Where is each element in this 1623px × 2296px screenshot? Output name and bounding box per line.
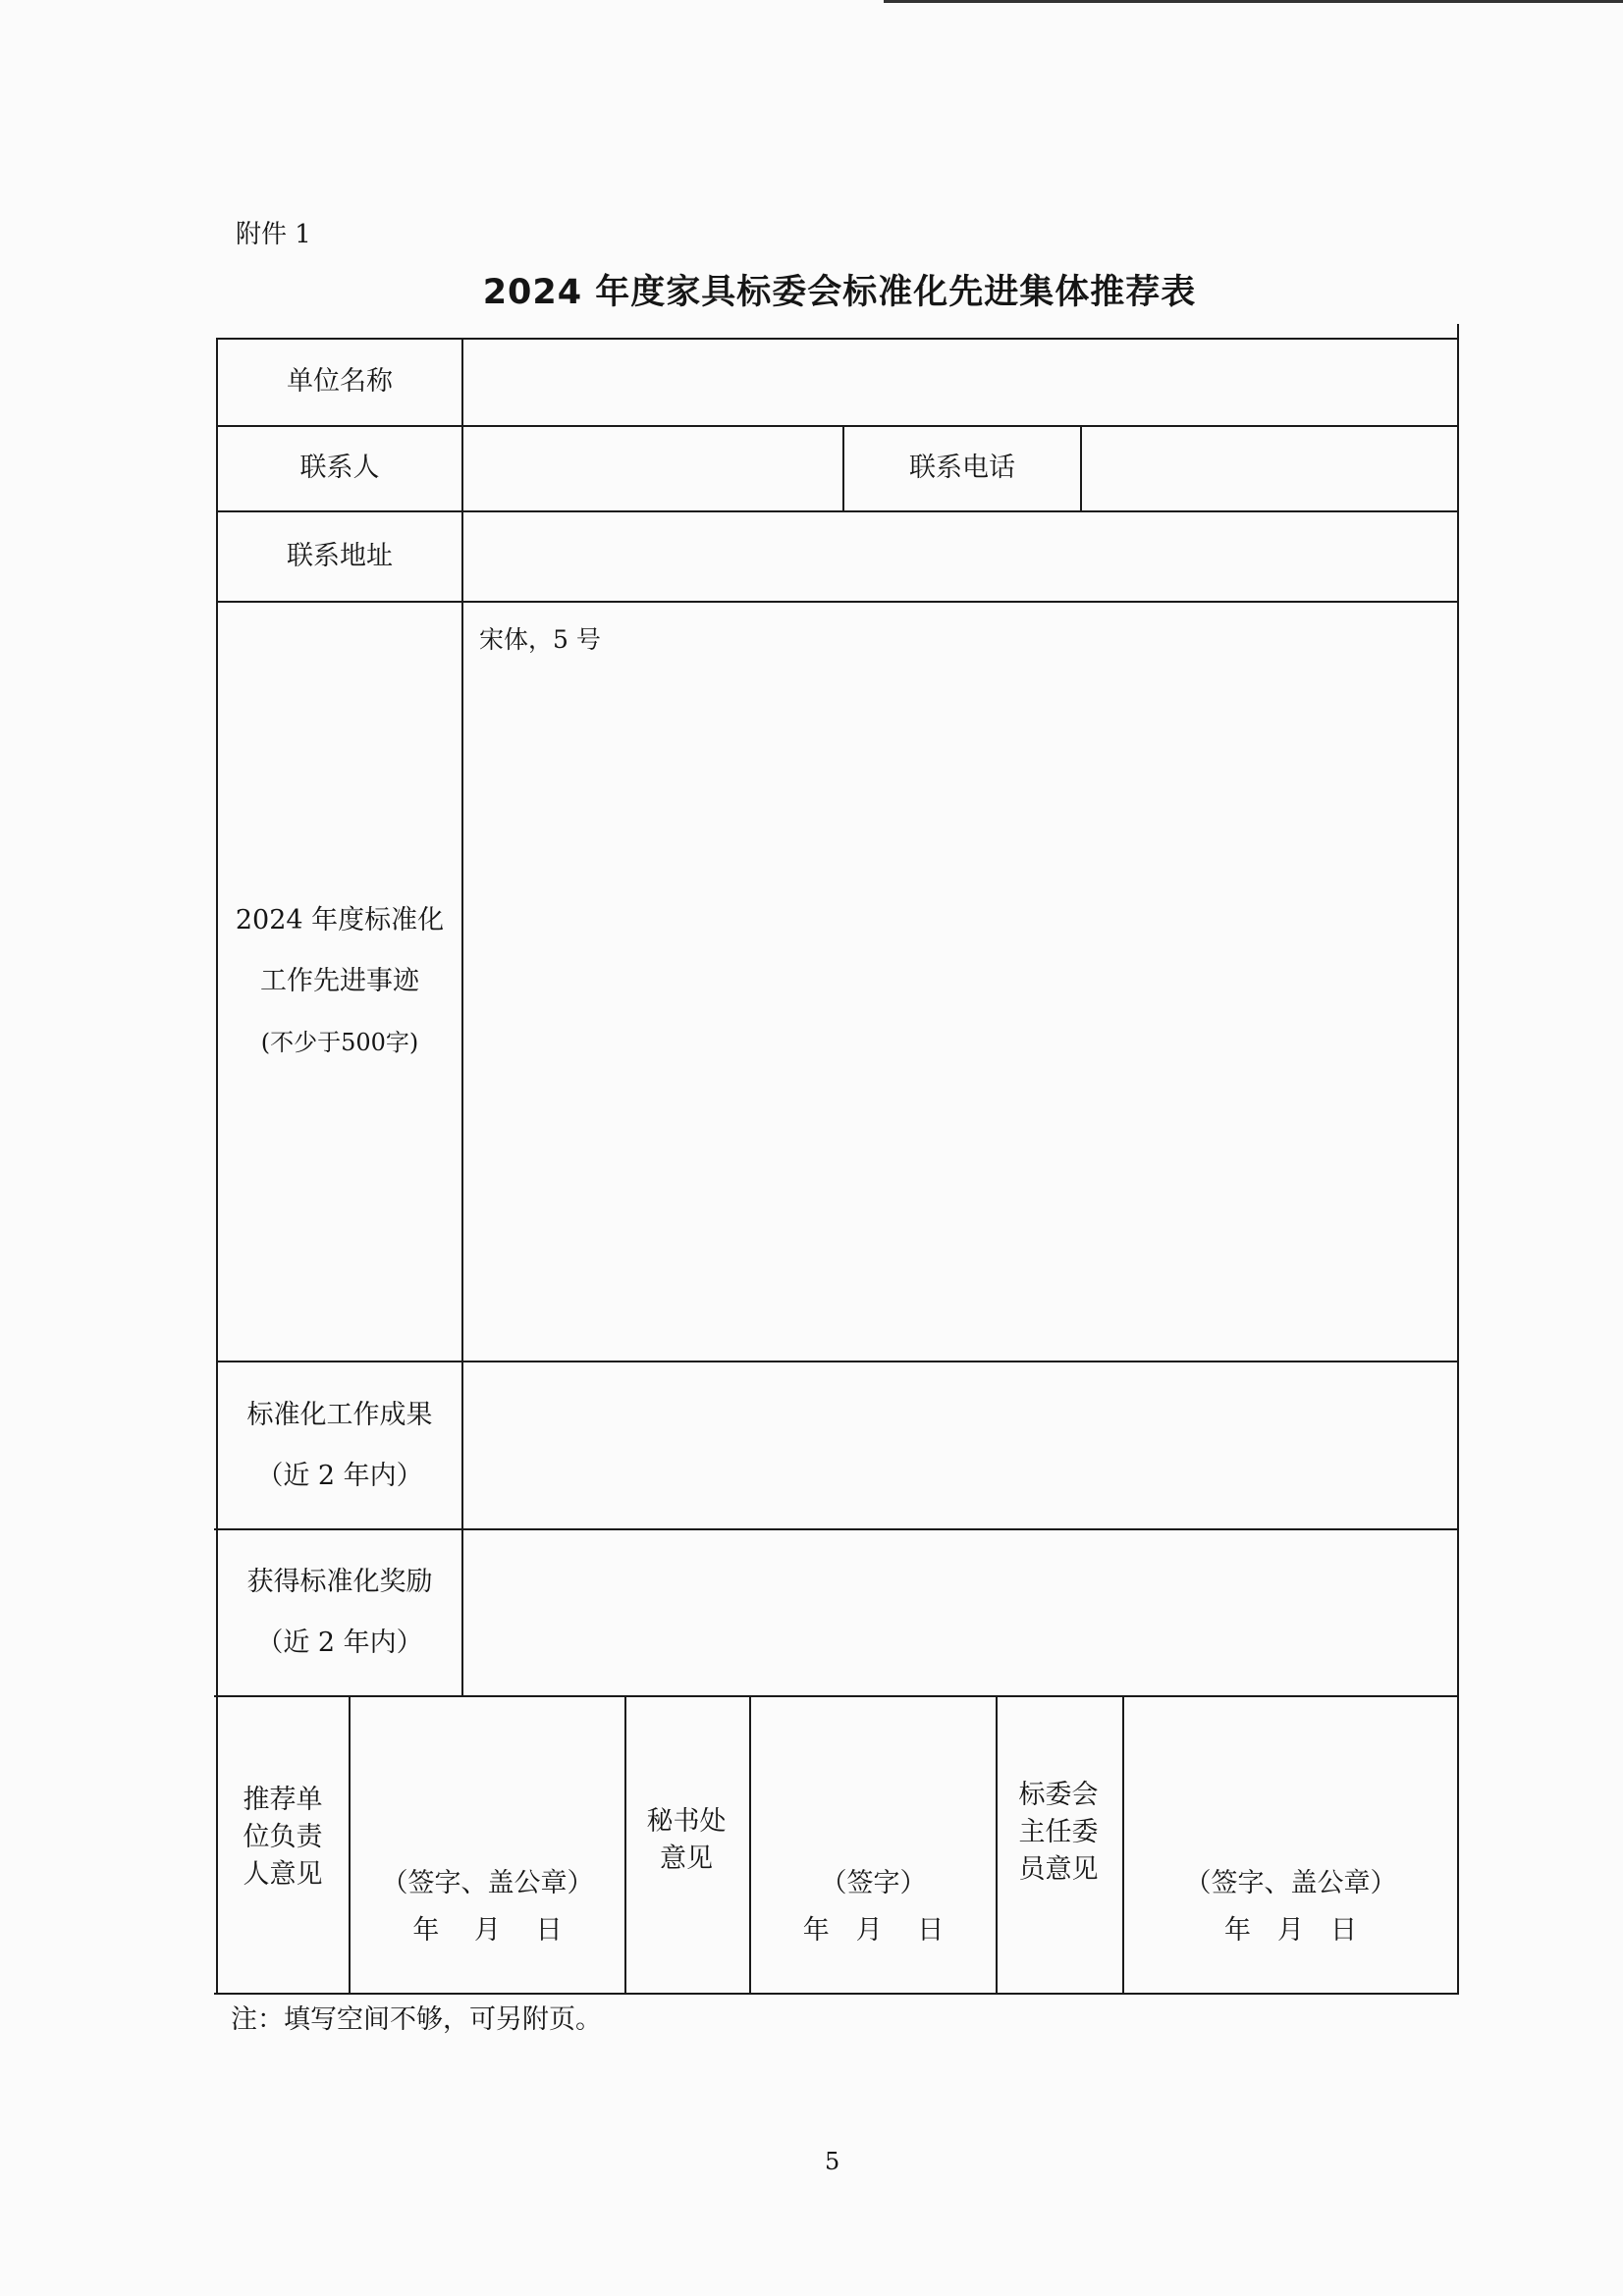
table-divider	[996, 1695, 998, 1993]
awards-label	[218, 1530, 461, 1695]
committee-sign-text: （签字、盖公章）	[1184, 1868, 1397, 1898]
footnote: 注：填写空间不够，可另附页。	[231, 2004, 602, 2035]
committee-date-text: 年 月 日	[1224, 1915, 1357, 1946]
committee-opinion-label: 标委会主任委员意见	[1018, 1780, 1099, 1885]
unit-name-label: 单位名称	[287, 366, 393, 398]
recommender-sign-text: （签字、盖公章）	[381, 1868, 594, 1898]
unit-name-field[interactable]	[463, 340, 1457, 425]
awards-label-line: （近 2 年内）	[256, 1628, 423, 1658]
page-number: 5	[825, 2148, 840, 2175]
contact-person-label: 联系人	[299, 453, 380, 484]
secretariat-sign-text: （签字）	[820, 1868, 927, 1898]
results-label	[218, 1362, 461, 1528]
contact-phone-label: 联系电话	[909, 453, 1015, 484]
attachment-label: 附件 1	[236, 220, 311, 249]
secretariat-opinion-label: 秘书处意见	[646, 1806, 727, 1874]
achievements-label-line: (不少于500字)	[260, 1029, 419, 1056]
achievements-label-line: 工作先进事迹	[260, 966, 419, 996]
table-divider	[624, 1695, 626, 1993]
recommender-date-text: 年 月 日	[412, 1915, 563, 1946]
scan-edge-line	[884, 0, 1623, 3]
results-label-line: （近 2 年内）	[256, 1460, 423, 1491]
table-border-right	[1457, 324, 1459, 1993]
page-title: 2024 年度家具标委会标准化先进集体推荐表	[482, 273, 1197, 312]
achievements-label-line: 2024 年度标准化	[235, 905, 445, 935]
secretariat-date-text: 年 月 日	[802, 1915, 945, 1946]
recommender-opinion-label: 推荐单位负责人意见	[243, 1785, 323, 1890]
results-label-line: 标准化工作成果	[246, 1399, 433, 1430]
table-border-bottom	[214, 1993, 1459, 1995]
contact-phone-field[interactable]	[1082, 427, 1457, 510]
contact-address-field[interactable]	[463, 512, 1457, 601]
contact-person-field[interactable]	[463, 427, 842, 510]
awards-label-line: 获得标准化奖励	[246, 1567, 433, 1597]
contact-address-label: 联系地址	[287, 540, 393, 571]
font-hint-text: 宋体，5 号	[479, 625, 601, 654]
achievements-label	[218, 603, 461, 1361]
awards-field[interactable]	[463, 1530, 1457, 1695]
results-field[interactable]	[463, 1362, 1457, 1528]
achievements-field[interactable]	[463, 603, 1457, 1361]
